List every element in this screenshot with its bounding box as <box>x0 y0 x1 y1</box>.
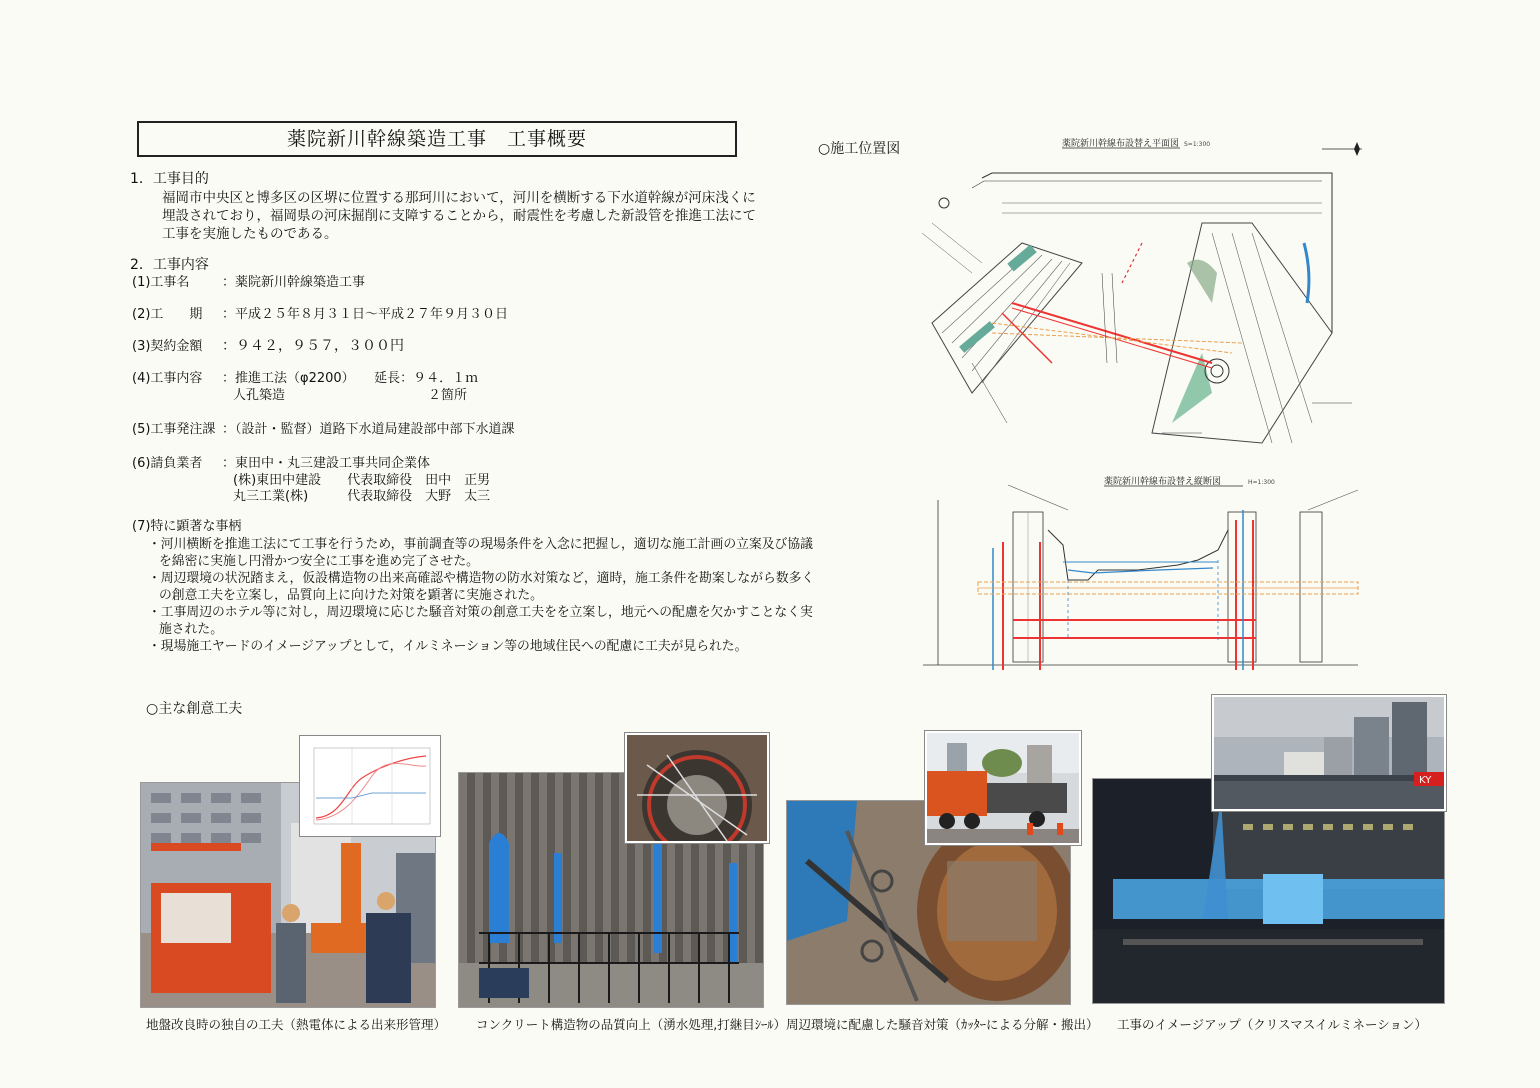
item-value: ：東田中・丸三建設工事共同企業体 <box>222 456 431 471</box>
ideas-heading: ○主な創意工夫 <box>146 701 243 717</box>
bullet-line: ・河川横断を推進工法にて工事を行うため，事前調査等の現場条件を入念に把握し，適切な施工計画の立案及び協議 <box>148 537 813 552</box>
inset-thermal-graph <box>300 736 440 836</box>
inset-crane-truck <box>925 731 1081 845</box>
item-value: (株)東田中建設 代表取締役 田中 正男 <box>233 473 491 488</box>
bullet-line: ・現場施工ヤードのイメージアップとして，イルミネーション等の地域住民への配慮に工夫が見られた。 <box>148 639 748 654</box>
section1-line: 福岡市中央区と博多区の区堺に位置する那珂川において，河川を横断する下水道幹線が河床浅くに <box>162 190 756 206</box>
inset-shaft-joint <box>625 733 769 843</box>
section-scale: H=1:300 <box>1248 479 1275 486</box>
item-label: (4)工事内容 <box>132 371 203 386</box>
plan-title: 薬院新川幹線布設替え平面図 <box>1062 139 1180 149</box>
item-value: 人孔築造 ２箇所 <box>233 388 468 403</box>
bullet-line: 施された。 <box>159 622 223 637</box>
bullet-line: の創意工夫を立案し，品質向上に向けた対策を顕著に実施された。 <box>159 588 543 603</box>
section2-heading: 2．工事内容 <box>130 257 209 273</box>
item-value: 丸三工業(株) 代表取締役 大野 太三 <box>233 489 491 504</box>
section1-line: 埋設されており，福岡県の河床掘削に支障することから，耐震性を考慮した新設管を推進工法にて <box>162 208 756 224</box>
caption-noise-measures: 周辺環境に配慮した騒音対策（ｶｯﾀｰによる分解・搬出） <box>786 1017 1099 1032</box>
section1-line: 工事を実施したものである。 <box>162 226 338 242</box>
item-label: (5)工事発注課 <box>132 422 216 437</box>
item-value: ：薬院新川幹線築造工事 <box>222 275 366 290</box>
item-label: (2)工 期 <box>132 307 203 322</box>
location-heading: ○施工位置図 <box>818 141 901 157</box>
section7-bullets <box>148 536 868 655</box>
bullet-line: ・工事周辺のホテル等に対し，周辺環境に応じた騒音対策の創意工夫をを立案し，地元への配慮を欠かすことなく実 <box>148 605 813 620</box>
page-title: 薬院新川幹線築造工事 工事概要 <box>137 121 737 157</box>
item-value: ：（設計・監督）道路下水道局建設部中部下水道課 <box>222 422 515 437</box>
caption-illumination: 工事のイメージアップ（クリスマスイルミネーション） <box>1117 1017 1428 1032</box>
plan-scale: S=1:300 <box>1184 141 1211 148</box>
section1-heading: 1．工事目的 <box>130 171 209 187</box>
item-label: (6)請負業者 <box>132 456 203 471</box>
sign-text: KY <box>1419 775 1432 786</box>
caption-concrete-quality: コンクリート構造物の品質向上（湧水処理,打継目ｼｰﾙ） <box>476 1017 786 1032</box>
caption-ground-improvement: 地盤改良時の独自の工夫（熱電体による出来形管理） <box>146 1017 447 1032</box>
item-label: (1)工事名 <box>132 275 190 290</box>
section-drawing <box>918 470 1364 676</box>
bullet-line: ・周辺環境の状況踏まえ，仮設構造物の出来高確認や構造物の防水対策など，適時，施工条件を勘案しながら数多く <box>148 571 815 586</box>
item-label: (3)契約金額 <box>132 339 203 354</box>
section7-heading: (7)特に顕著な事柄 <box>132 519 242 534</box>
item-value: ：推進工法（φ2200） 延長：９４．１ｍ <box>222 371 479 386</box>
bullet-line: を綿密に実施し円滑かつ安全に工事を進め完了させた。 <box>159 554 479 569</box>
item-value: ：９４２，９５７，３００円 <box>222 338 404 354</box>
photo-illumination <box>1092 778 1445 1004</box>
section-title: 薬院新川幹線布設替え縦断図 <box>1104 477 1222 487</box>
section1-body <box>162 189 756 243</box>
item-value: ：平成２５年８月３１日～平成２７年９月３０日 <box>222 307 509 322</box>
plan-drawing <box>912 133 1382 449</box>
inset-city-view <box>1212 695 1446 811</box>
